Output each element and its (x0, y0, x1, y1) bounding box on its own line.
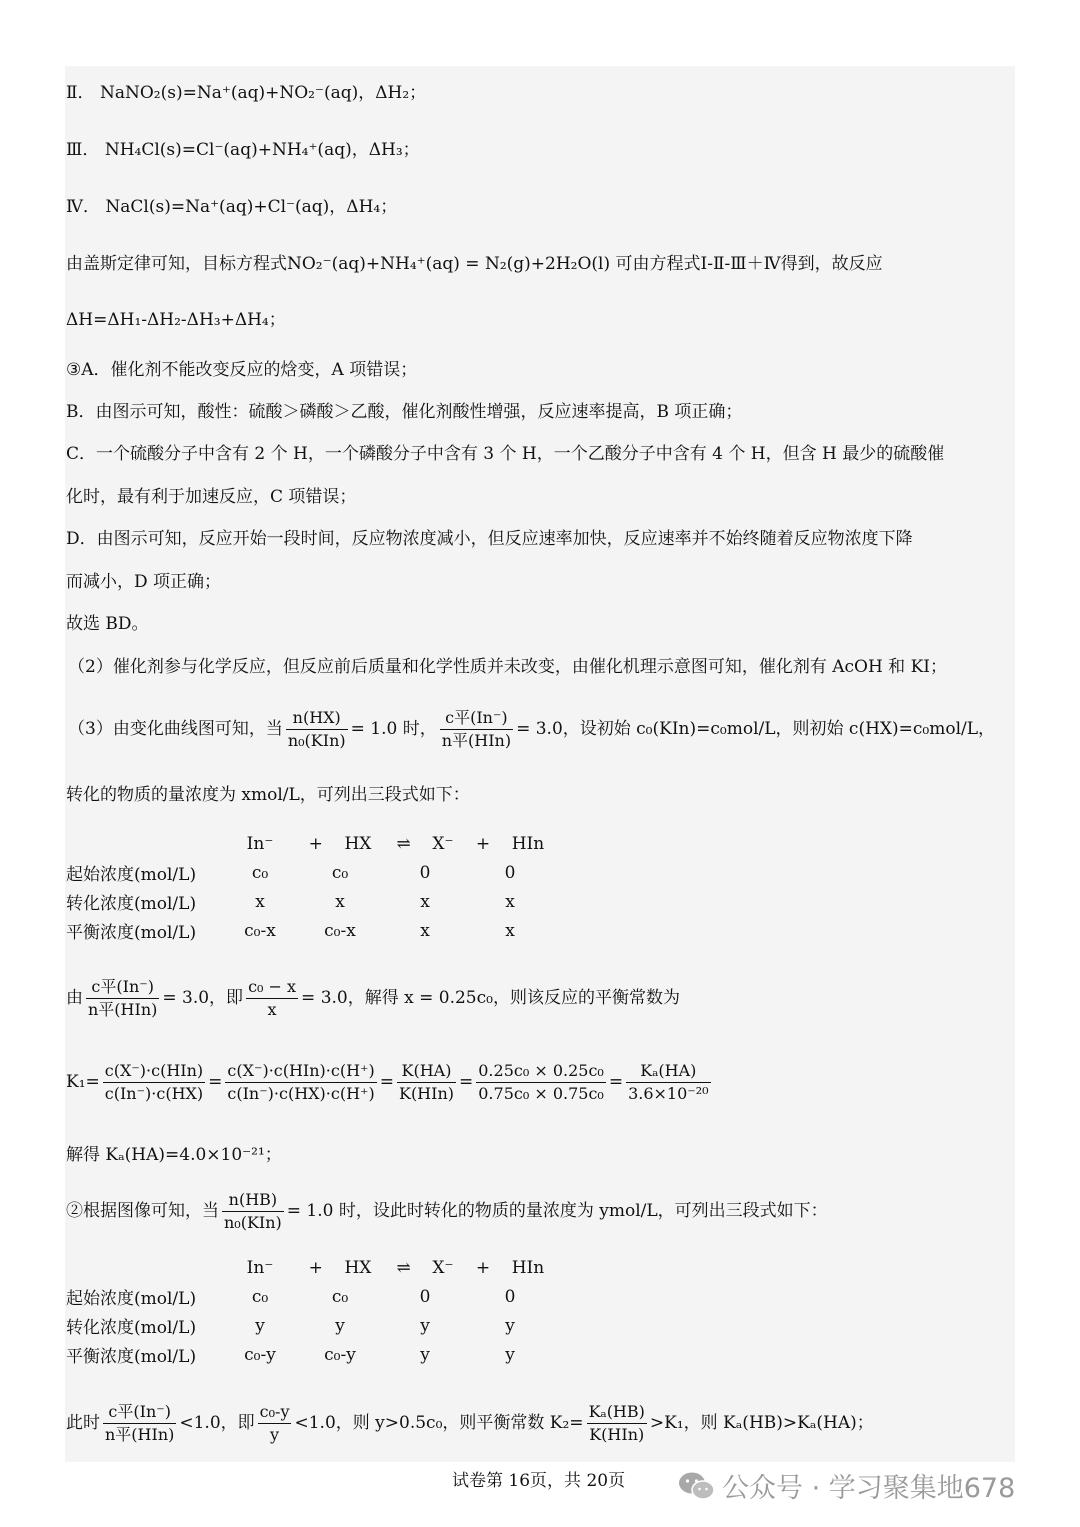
fraction: $\frac{\text{c(X⁻)·c(HIn)·c(H⁺)}}{c(In^-)\cdot c(HX)\cdot c(H^+)}$ (227, 1061, 375, 1103)
option-a: ③A．催化剂不能改变反应的焓变，A 项错误； (66, 360, 418, 380)
fraction: $\frac{\text{Kₐ(HA)}}{\text{3.6×10⁻²⁰}}$ (628, 1061, 709, 1103)
fraction: $\frac{K(HA)}{\text{K(HIn)}}$ (398, 1061, 454, 1103)
conversion-text: 转化的物质的量浓度为 xmol/L，可列出三段式如下： (66, 785, 470, 805)
table-row: 起始浓度(mol/L) c₀ c₀ 0 0 (66, 862, 516, 885)
watermark-text: 公众号 · 学习聚集地678 (722, 1473, 1016, 1504)
option-c: C．一个硫酸分子中含有 2 个 H，一个磷酸分子中含有 3 个 H，一个乙酸分子中含有 4 个 H，但含 H 最少的硫酸催 (66, 444, 945, 464)
part-2-text: （2）催化剂参与化学反应，但反应前后质量和化学性质并未改变，由催化机理示意图可知，催化剂有 AcOH 和 KI； (68, 657, 948, 677)
table-row: 平衡浓度(mol/L) c₀-y c₀-y y y (66, 1344, 515, 1367)
ice-table-1 (66, 829, 550, 945)
equation-iii: Ⅲ． NH₄Cl(s)=Cl⁻(aq)+NH₄⁺(aq)，ΔH₃； (66, 140, 420, 160)
table-row: 转化浓度(mol/L) x x x x (66, 891, 515, 914)
option-c-cont: 化时，最有利于加速反应，C 项错误； (66, 487, 357, 507)
part-hb-text: ②根据图像可知，当 $\frac{n(HB)}{\text{n₀(KIn)}}$ = 1.0 时，设此时转化的物质的量浓度为 ymol/L，可列出三段式如下： (66, 1190, 828, 1232)
fraction: $\frac{\text{c₀ − x}}{x}$ (248, 977, 297, 1019)
hess-law-text: 由盖斯定律可知，目标方程式NO₂⁻(aq)+NH₄⁺(aq) = N₂(g)+2H₂O(l) 可由方程式Ⅰ-Ⅱ-Ⅲ＋Ⅳ得到，故反应 (66, 254, 883, 274)
k1-expression: K₁= $\frac{\text{c(X⁻)·c(HIn)}}{c(In^-)\cdot c(HX)}$ = $\frac{\text{c(X⁻)·c(HIn)·c(H⁺)}}{c(In^-)\cdot c(HX)\cdot c(H^+)}$ = $\frac{K(HA)}{\text{K(HIn)}}$ = $\frac{\text{0.25c₀ × 0.25c₀}}{\text{0.75c₀ × 0.75c₀}}$ = $\frac{\text{Kₐ(HA)}}{\text{3.6×10⁻²⁰}}$ (66, 1061, 709, 1103)
table-row: 起始浓度(mol/L) c₀ c₀ 0 0 (66, 1286, 516, 1309)
table-header-row: In⁻ + HX ⇌ X⁻ + HIn (246, 1257, 545, 1278)
fraction: $\frac{\text{c平(In⁻)}}{\text{n平(HIn)}}$ (88, 977, 158, 1019)
fraction: $\frac{\text{c平(In⁻)}}{\text{n平(HIn)}}$ (105, 1402, 175, 1444)
part-3-text: （3）由变化曲线图可知，当 $\frac{n(HX)}{\text{n₀(KIn)}}$ = 1.0 时， $\frac{\text{c平(In⁻)}}{\text{n平(HIn)}}$ = 3.0，设初始 c₀(KIn)=c₀mol/L，则初始 c(HX)=c₀mol/L， (68, 708, 996, 750)
option-b: B．由图示可知，酸性：硫酸＞磷酸＞乙酸，催化剂酸性增强，反应速率提高，B 项正确； (66, 402, 743, 422)
table-row: 转化浓度(mol/L) y y y y (66, 1315, 515, 1338)
fraction: $\frac{\text{c₀-y}}{y}$ (259, 1402, 290, 1444)
fraction: $\frac{n(HB)}{\text{n₀(KIn)}}$ (224, 1190, 282, 1232)
solve-x: 由 $\frac{\text{c平(In⁻)}}{\text{n平(HIn)}}$ = 3.0，即 $\frac{\text{c₀ − x}}{x}$ = 3.0，解得 x = 0.25c₀，则该反应的平衡常数为 (66, 977, 680, 1019)
fraction: $\frac{n(HX)}{\text{n₀(KIn)}}$ (287, 708, 346, 750)
page-footer: 试卷第 16页，共 20页 (452, 1471, 626, 1491)
table-row: 平衡浓度(mol/L) c₀-x c₀-x x x (66, 920, 515, 943)
ice-table-2 (66, 1253, 550, 1369)
delta-h-result: ΔH=ΔH₁-ΔH₂-ΔH₃+ΔH₄； (66, 310, 286, 330)
table-header-row: In⁻ + HX ⇌ X⁻ + HIn (246, 833, 545, 854)
fraction: $\frac{\text{c(X⁻)·c(HIn)}}{c(In^-)\cdot c(HX)}$ (104, 1061, 204, 1103)
watermark (678, 1466, 1015, 1508)
option-d: D．由图示可知，反应开始一段时间，反应物浓度减小，但反应速率加快，反应速率并不始终随着反应物浓度下降 (66, 529, 913, 549)
ka-ha-result: 解得 Kₐ(HA)=4.0×10⁻²¹； (66, 1145, 282, 1165)
fraction: $\frac{\text{Kₐ(HB)}}{\text{K(HIn)}}$ (588, 1402, 645, 1444)
equation-ii: Ⅱ． NaNO₂(s)=Na⁺(aq)+NO₂⁻(aq)，ΔH₂； (66, 83, 427, 103)
answer-bd: 故选 BD。 (66, 614, 149, 634)
option-d-cont: 而减小，D 项正确； (66, 572, 222, 592)
fraction: $\frac{\text{c平(In⁻)}}{\text{n平(HIn)}}$ (441, 708, 512, 750)
fraction: $\frac{\text{0.25c₀ × 0.25c₀}}{\text{0.75c₀ × 0.75c₀}}$ (478, 1061, 604, 1103)
equation-iv: Ⅳ． NaCl(s)=Na⁺(aq)+Cl⁻(aq)，ΔH₄； (66, 197, 398, 217)
conclusion-hb: 此时 $\frac{\text{c平(In⁻)}}{\text{n平(HIn)}}$ <1.0，即 $\frac{\text{c₀-y}}{y}$ <1.0，则 y>0.5c₀，则平衡常数 K₂= $\frac{\text{Kₐ(HB)}}{\text{K(HIn)}}$ >K₁，则 Kₐ(HB)>Kₐ(HA)； (66, 1402, 874, 1444)
wechat-icon (678, 1471, 716, 1508)
